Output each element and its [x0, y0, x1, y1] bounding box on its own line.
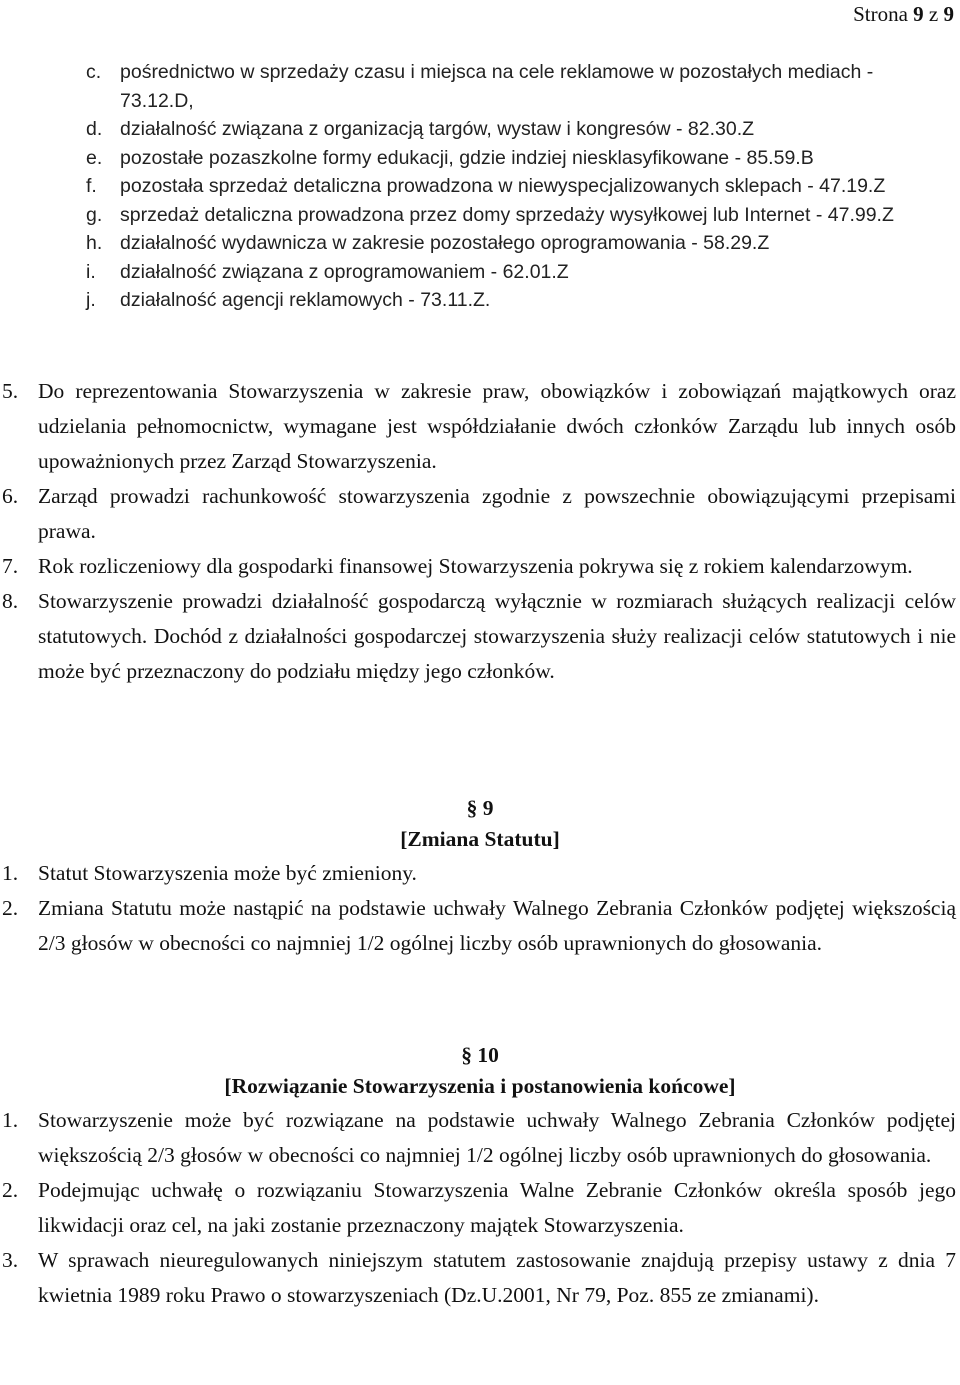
numbered-paragraph: 1. Statut Stowarzyszenia może być zmieniony.	[2, 861, 417, 885]
page-sep: z	[928, 2, 939, 26]
numbered-paragraph: 6. Zarząd prowadzi rachunkowość stowarzyszenia zgodnie z powszechnie obowiązującymi przepisami prawa.	[2, 484, 956, 543]
section-10	[0, 1039, 960, 1313]
list-item: e. pozostałe pozaszkolne formy edukacji, gdzie indziej niesklasyfikowane - 85.59.B	[86, 146, 814, 169]
page-total: 9	[943, 2, 954, 26]
numbered-paragraph: 2. Zmiana Statutu może nastąpić na podstawie uchwały Walnego Zebrania Członków podjętej większością 2/3 głosów w obecności co najmniej 1/2 ogólnej liczby osób uprawnionych do głosowania.	[2, 896, 956, 955]
list-item: d. działalność związana z organizacją targów, wystaw i kongresów - 82.30.Z	[86, 118, 755, 140]
section-symbol: §	[461, 1043, 472, 1067]
section-number: 9	[482, 796, 494, 820]
section-10-title: [Rozwiązanie Stowarzyszenia i postanowienia końcowe]	[224, 1074, 736, 1098]
list-item: g. sprzedaż detaliczna prowadzona przez domy sprzedaży wysyłkowej lub Internet - 47.99.Z	[86, 203, 894, 226]
page-current: 9	[913, 2, 924, 26]
numbered-paragraph: 7. Rok rozliczeniowy dla gospodarki finansowej Stowarzyszenia pokrywa się z rokiem kalendarzowym.	[2, 554, 913, 578]
section-9-heading	[0, 792, 960, 825]
points-5-8	[0, 374, 960, 689]
section-symbol: §	[466, 796, 478, 820]
list-item: f. pozostała sprzedaż detaliczna prowadzona w niewyspecjalizowanych sklepach - 47.19.Z	[86, 175, 886, 197]
list-item: h. działalność wydawnicza w zakresie pozostałego oprogramowania - 58.29.Z	[86, 232, 770, 254]
section-9-title: [Zmiana Statutu]	[400, 827, 560, 851]
list-item: c. pośrednictwo w sprzedaży czasu i miejsca na cele reklamowe w pozostałych mediach - 73.12.D,	[86, 61, 874, 112]
list-item: i. działalność związana z oprogramowaniem - 62.01.Z	[86, 260, 569, 283]
section-10-heading	[0, 1039, 960, 1072]
section-9	[0, 792, 960, 961]
numbered-paragraph: 8. Stowarzyszenie prowadzi działalność gospodarczą wyłącznie w rozmiarach służących realizacji celów statutowych. Dochód z działalności gospodarczej stowarzyszenia służy realizacji celów statutowych i nie może być przeznaczony do podziału między jego członków.	[2, 589, 956, 683]
numbered-paragraph: 1. Stowarzyszenie może być rozwiązane na podstawie uchwały Walnego Zebrania Członków podjętej większością 2/3 głosów w obecności co najmniej 1/2 ogólnej liczby osób uprawnionych do głosowania.	[2, 1108, 956, 1167]
numbered-paragraph: 2. Podejmując uchwałę o rozwiązaniu Stowarzyszenia Walne Zebranie Członków określa sposób jego likwidacji oraz cel, na jaki zostanie przeznaczony majątek Stowarzyszenia.	[2, 1178, 956, 1237]
page-number-header	[853, 2, 954, 27]
list-item: j. działalność agencji reklamowych - 73.11.Z.	[86, 289, 491, 311]
activity-sublist	[0, 58, 960, 315]
section-number: 10	[477, 1043, 499, 1067]
numbered-paragraph: 5. Do reprezentowania Stowarzyszenia w zakresie praw, obowiązków i zobowiązań majątkowych oraz udzielania pełnomocnictw, wymagane jest współdziałanie dwóch członków Zarządu lub innych osób upoważnionych przez Zarząd Stowarzyszenia.	[2, 379, 956, 473]
numbered-paragraph: 3. W sprawach nieuregulowanych niniejszym statutem zastosowanie znajdują przepisy ustawy z dnia 7 kwietnia 1989 roku Prawo o stowarzyszeniach (Dz.U.2001, Nr 79, Poz. 855 ze zmianami).	[2, 1248, 956, 1307]
page-label: Strona	[853, 2, 908, 26]
